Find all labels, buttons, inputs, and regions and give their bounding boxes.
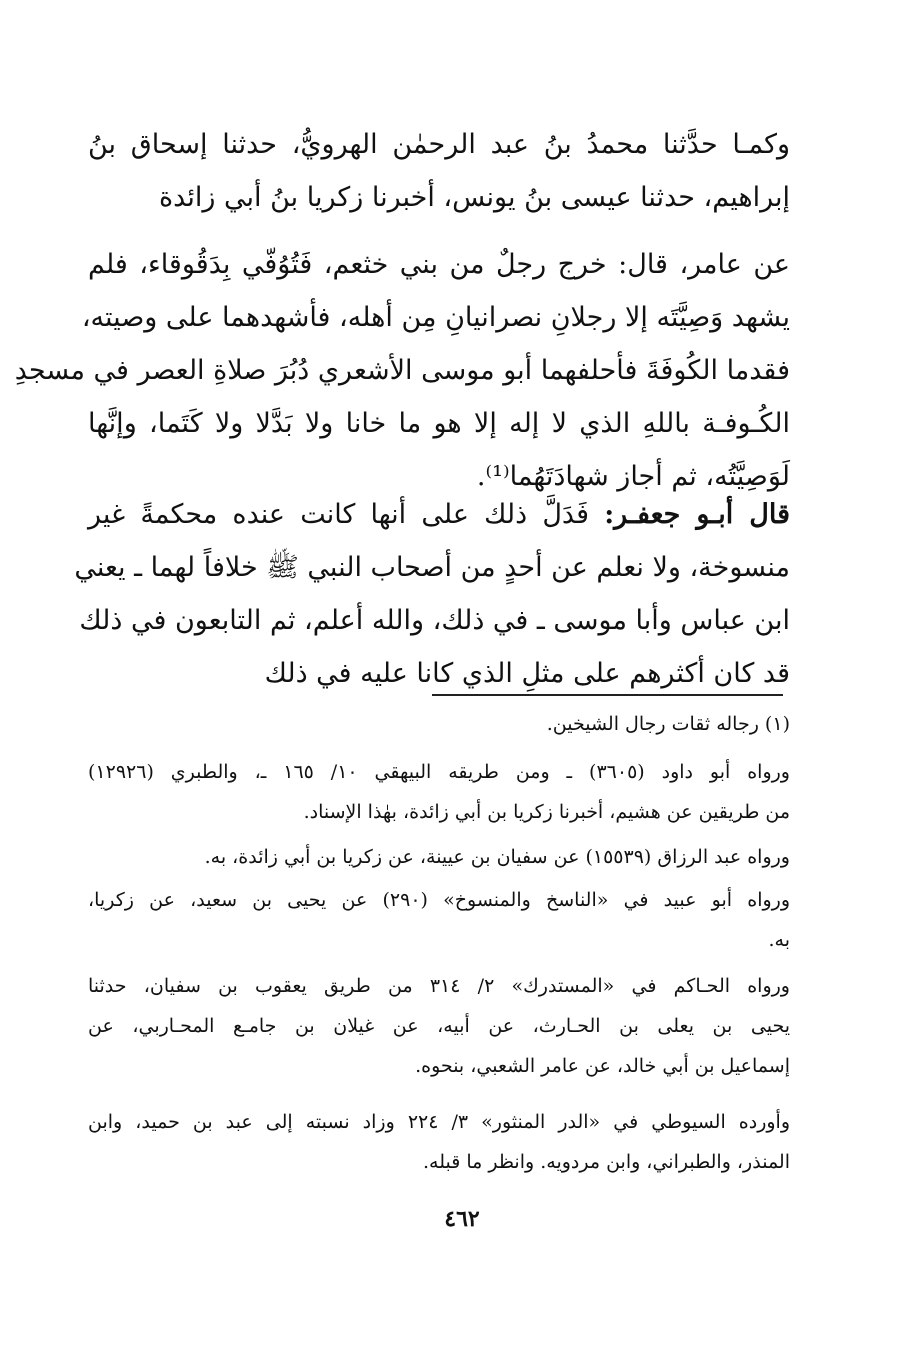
- text-line: يشهد وَصِيَّتَه إلا رجلانِ نصرانيانِ مِن أهله، فأشهدهما على وصيته،: [81, 302, 790, 333]
- footnote-abd-al-razzaq: [88, 837, 790, 877]
- text-line: منسوخة، ولا نعلم عن أحدٍ من أصحاب النبي ﷺ خلافاً لهما ـ يعني: [74, 552, 790, 583]
- text-line: وكمـا حدَّثنا محمدُ بنُ عبد الرحمٰن الهرويُّ، حدثنا إسحاق بنُ: [88, 129, 790, 160]
- footnote-line: ورواه الحـاكم في «المستدرك» ٢/ ٣١٤ من طريق يعقوب بن سفيان، حدثنا: [88, 975, 790, 997]
- footnote-1: [88, 704, 790, 744]
- footnote-line: (١) رجاله ثقات رجال الشيخين.: [546, 713, 790, 735]
- footnote-line: يحيى بن يعلى بن الحـارث، عن أبيه، عن غيلان بن جامـع المحـاربي، عن: [88, 1015, 790, 1037]
- footnote-line: وأورده السيوطي في «الدر المنثور» ٣/ ٢٢٤ وزاد نسبته إلى عبد بن حميد، وابن: [88, 1111, 790, 1133]
- footnote-line: ورواه أبو عبيد في «الناسخ والمنسوخ» (٢٩٠) عن يحيى بن سعيد، عن زكريا،: [88, 889, 790, 911]
- text-fragment: فَدَلَّ ذلك على أنها كانت عنده محكمةً غير: [88, 499, 605, 530]
- footnote-suyuti: [88, 1102, 790, 1182]
- text-line: فقدما الكُوفَةَ فأحلفهما أبو موسى الأشعري دُبُرَ صلاةِ العصر في مسجدِ: [14, 355, 790, 386]
- footnote-line: ورواه أبو داود (٣٦٠٥) ـ ومن طريقه البيهقي ١٠/ ١٦٥ ـ، والطبري (١٢٩٢٦): [88, 761, 790, 783]
- text-line: قد كان أكثرهم على مثلِ الذي كانا عليه في ذلك: [264, 658, 790, 689]
- footnote-abu-dawud: [88, 752, 790, 832]
- main-paragraph-commentary: [74, 488, 790, 700]
- main-paragraph-narration: [14, 238, 790, 503]
- footnote-line: به.: [768, 929, 790, 951]
- text-line: عن عامر، قال: خرج رجلٌ من بني خثعم، فَتُوُفّي بِدَقُوقاء، فلم: [88, 249, 790, 280]
- footnote-hakim: [88, 966, 790, 1086]
- text-line: لَوَصِيَّتُه، ثم أجاز شهادَتَهُما⁽¹⁾.: [476, 461, 790, 492]
- speaker-label: قال أبـو جعفـر:: [604, 499, 790, 530]
- footnote-line: من طريقين عن هشيم، أخبرنا زكريا بن أبي زائدة، بهٰذا الإسناد.: [303, 801, 790, 823]
- footnote-line: المنذر، والطبراني، وابن مردويه. وانظر ما قبله.: [422, 1151, 790, 1173]
- footnote-abu-ubayd: [88, 880, 790, 960]
- text-line: ابن عباس وأبا موسى ـ في ذلك، والله أعلم، ثم التابعون في ذلك: [79, 605, 790, 636]
- main-paragraph-isnad: [88, 118, 790, 224]
- page-number: ٤٦٢: [444, 1206, 480, 1232]
- footnote-separator: [432, 694, 783, 696]
- text-line: الكُـوفـة باللهِ الذي لا إله إلا هو ما خانا ولا بَدَّلا ولا كَتَما، وإنَّها: [88, 408, 790, 439]
- text-line: إبراهيم، حدثنا عيسى بنُ يونس، أخبرنا زكريا بنُ أبي زائدة: [159, 182, 790, 213]
- footnote-line: إسماعيل بن أبي خالد، عن عامر الشعبي، بنحوه.: [415, 1055, 790, 1077]
- footnote-line: ورواه عبد الرزاق (١٥٥٣٩) عن سفيان بن عيينة، عن زكريا بن أبي زائدة، به.: [204, 846, 790, 868]
- text-line: [88, 488, 790, 541]
